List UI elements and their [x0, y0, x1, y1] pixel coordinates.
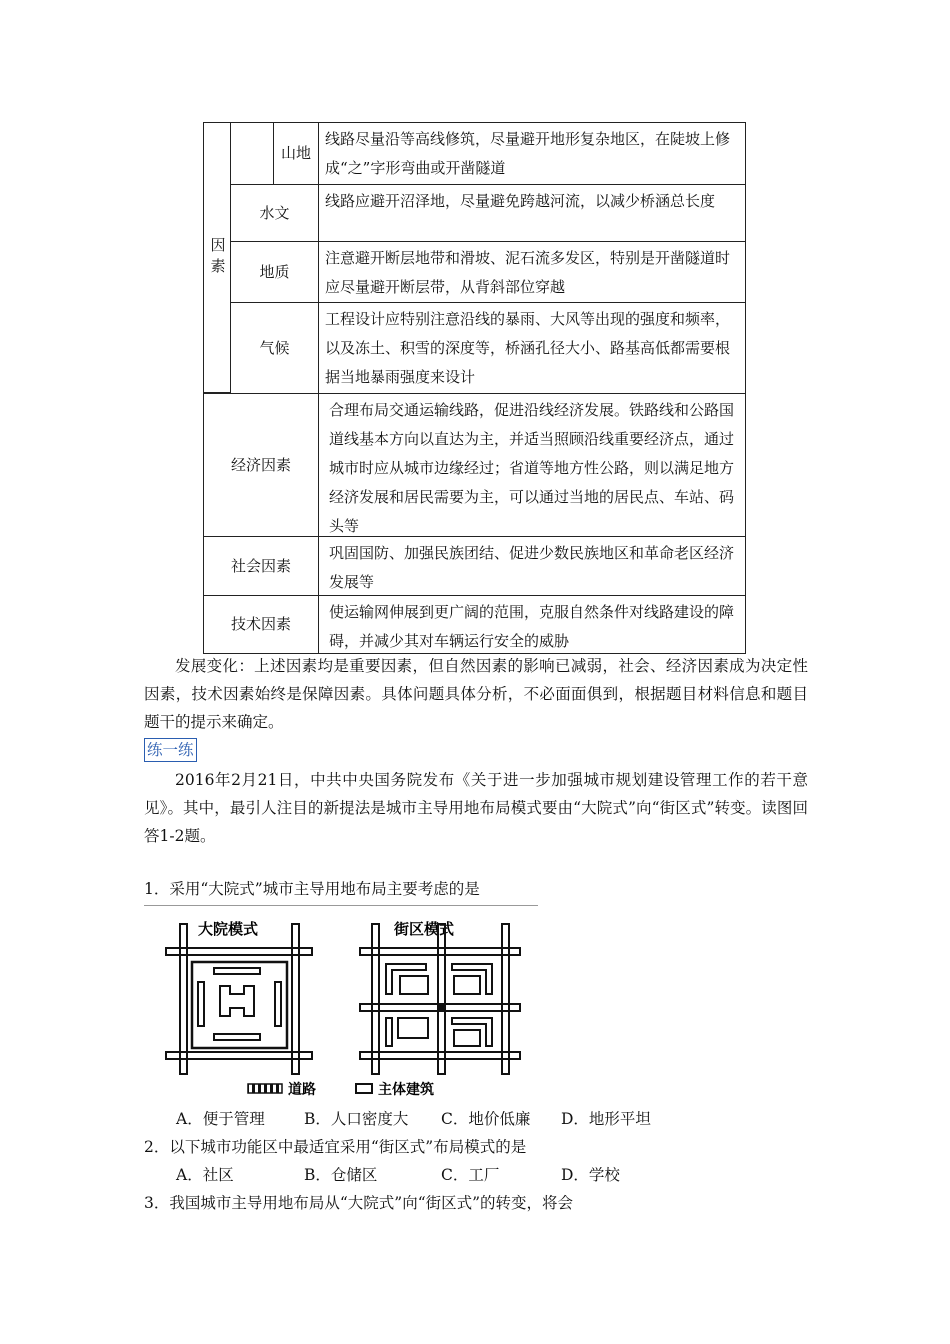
building [198, 982, 204, 1026]
hydrology-text: 线路应避开沼泽地，尽量避免跨越河流，以减少桥涵总长度 [325, 192, 716, 210]
technical-label-cell [203, 595, 319, 654]
building [214, 1034, 260, 1040]
block-mode-diagram [360, 920, 520, 1074]
economic-label-cell [203, 393, 319, 537]
economic-label: 经济因素 [230, 455, 291, 474]
mountain-text: 线路尽量沿等高线修筑，尽量避开地形复杂地区，在陡坡上修成“之”字形弯曲或开凿隧道 [325, 130, 731, 177]
social-label-cell [203, 536, 319, 596]
building-legend-swatch [356, 1084, 372, 1093]
practice-title-link[interactable]: 练一练 [144, 738, 197, 762]
hydrology-label: 水文 [259, 203, 290, 222]
question-2-option-c[interactable]: C．工厂 [441, 1166, 500, 1184]
technical-label: 技术因素 [230, 615, 291, 633]
question-1-option-a[interactable]: A．便于管理 [176, 1110, 265, 1128]
climate-text-cell [318, 302, 746, 394]
factor-table [203, 122, 746, 654]
hydrology-label-cell [230, 184, 319, 242]
social-text: 巩固国防、加强民族团结、促进少数民族地区和革命老区经济发展等 [329, 544, 735, 591]
question-2-option-d[interactable]: D．学校 [561, 1166, 620, 1184]
compound-mode-title: 大院模式 [198, 920, 259, 938]
road [360, 1052, 520, 1059]
social-label: 社会因素 [230, 556, 291, 575]
building-legend-label: 主体建筑 [378, 1082, 434, 1098]
geology-text: 注意避开断层地带和滑坡、泥石流多发区，特别是开凿隧道时应尽量避开断层带，从背斜部位穿越 [325, 249, 731, 296]
building [386, 964, 426, 994]
building [454, 1030, 480, 1046]
question-2-option-b[interactable]: B．仓储区 [304, 1166, 378, 1184]
technical-text-cell [318, 595, 746, 654]
building [398, 1018, 428, 1038]
development-paragraph: 发展变化：上述因素均是重要因素，但自然因素的影响已减弱，社会、经济因素成为决定性因素，技术因素始终是保障因素。具体问题具体分析，不必面面俱到，根据题目材料信息和题目题干的提示来确定。 [144, 657, 808, 731]
climate-label-cell [230, 302, 319, 394]
social-text-cell [318, 536, 746, 596]
building [386, 1018, 392, 1046]
mountain-label: 山地 [280, 144, 311, 162]
divider-line [144, 905, 538, 906]
block-mode-title: 街区模式 [394, 920, 455, 938]
building [454, 976, 480, 994]
compound-mode-diagram [166, 920, 312, 1074]
question-3-stem: 3．我国城市主导用地布局从“大院式”向“街区式”的转变，将会 [144, 1194, 574, 1212]
layout-mode-figure [162, 912, 532, 1102]
building [275, 982, 281, 1026]
geology-label-cell [230, 241, 319, 303]
road-legend-label: 道路 [288, 1082, 316, 1098]
factor-group-cell [203, 122, 231, 393]
question-2-option-a[interactable]: A．社区 [176, 1166, 234, 1184]
question-1-option-b[interactable]: B．人口密度大 [304, 1110, 409, 1128]
figure-legend [248, 1081, 434, 1098]
question-2-options [176, 1162, 620, 1188]
intro-paragraph: 2016年2月21日，中共中央国务院发布《关于进一步加强城市规划建设管理工作的若干意见》。其中，最引人注目的新提法是城市主导用地布局模式要由“大院式”向“街区式”转变。读图回答1-2题。 [144, 771, 808, 845]
geology-label: 地质 [259, 262, 290, 281]
road-legend-swatch [248, 1084, 282, 1093]
climate-text: 工程设计应特别注意沿线的暴雨、大风等出现的强度和频率，以及冻土、积雪的深度等，桥涵孔径大小、路基高低都需要根据当地暴雨强度来设计 [325, 310, 731, 386]
building [452, 964, 492, 994]
question-1-option-c[interactable]: C．地价低廉 [441, 1110, 531, 1128]
factor-group-label: 因素 [208, 236, 227, 279]
intersection [438, 1004, 445, 1011]
building [400, 976, 428, 994]
hydrology-text-cell [318, 184, 746, 242]
geology-text-cell [318, 241, 746, 303]
mountain-text-cell [318, 122, 746, 185]
main-building [220, 986, 254, 1016]
question-1-options [176, 1106, 651, 1132]
question-1-stem: 1．采用“大院式”城市主导用地布局主要考虑的是 [144, 880, 480, 898]
climate-label: 气候 [259, 338, 290, 357]
question-1-option-d[interactable]: D．地形平坦 [561, 1110, 651, 1128]
technical-text: 使运输网伸展到更广阔的范围，克服自然条件对线路建设的障碍，并减少其对车辆运行安全的威胁 [329, 603, 735, 650]
building [452, 1018, 492, 1046]
economic-text: 合理布局交通运输线路，促进沿线经济发展。铁路线和公路国道线基本方向以直达为主，并适当照顾沿线重要经济点，通过城市时应从城市边缘经过；省道等地方性公路，则以满足地方经济发展和居民需要为主，可以通过当地的居民点、车站、码头等 [329, 401, 735, 535]
road [360, 948, 520, 955]
economic-text-cell [318, 393, 746, 537]
question-2-stem: 2．以下城市功能区中最适宜采用“街区式”布局模式的是 [144, 1138, 527, 1156]
mountain-label-cell [273, 122, 319, 185]
empty-subcell [230, 122, 274, 185]
building [214, 968, 260, 974]
